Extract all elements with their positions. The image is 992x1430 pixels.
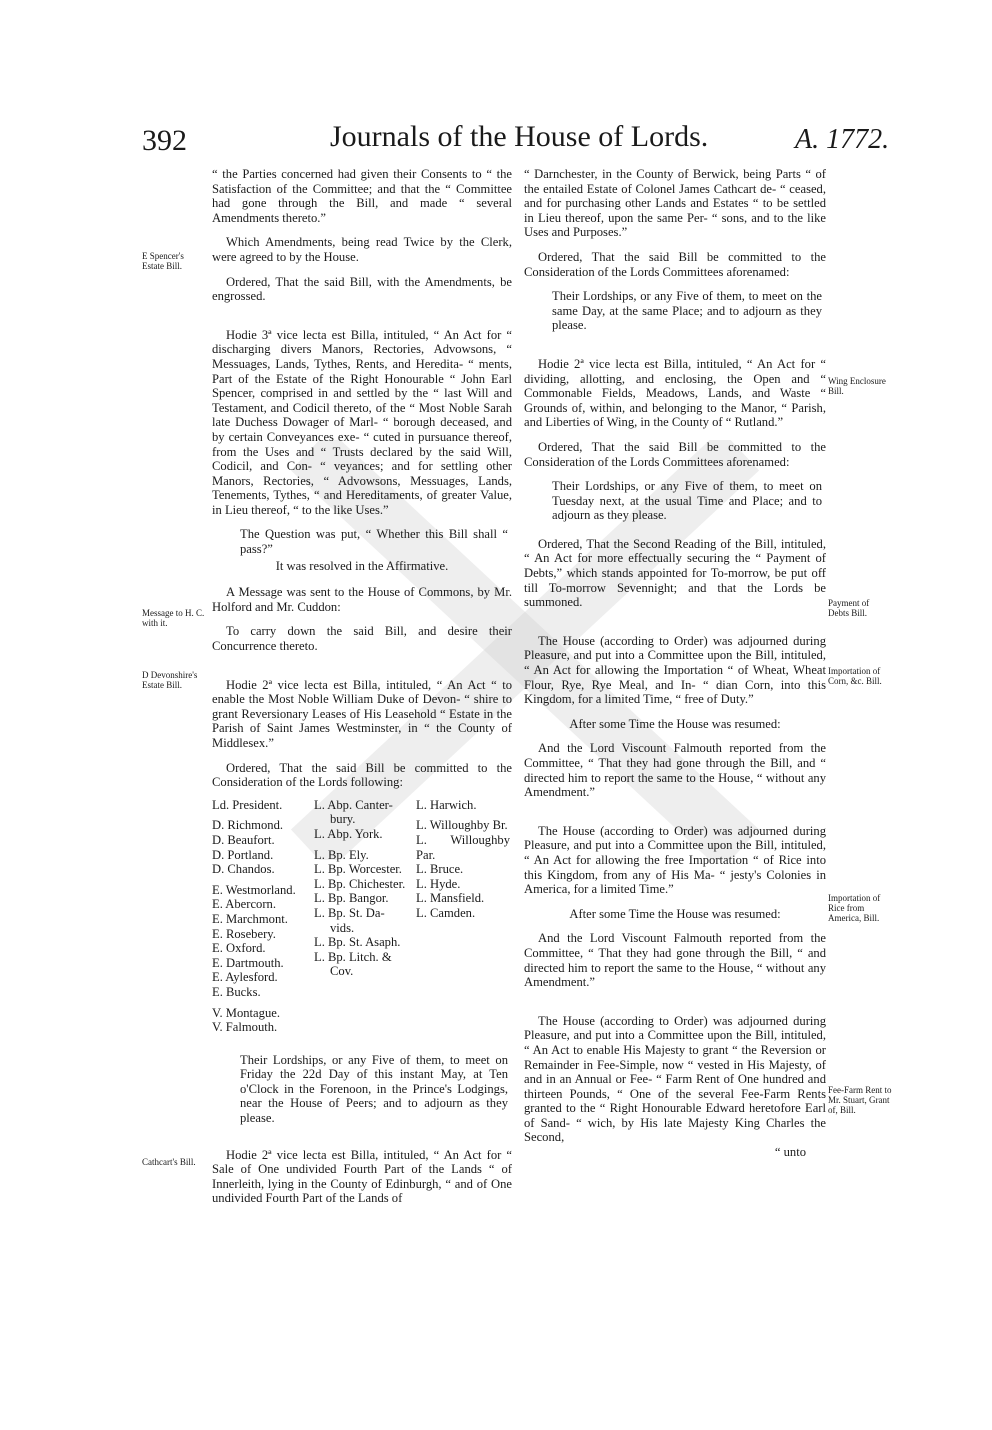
paragraph: And the Lord Viscount Falmouth reported from the Committee, “ That they had gone through the Bill, and “ directed him to report the same to the House, “ without any Amendment.”: [524, 741, 826, 800]
lords-list-col1: Ld. President. D. Richmond. D. Beaufort. D. Portland. D. Chandos. E. Westmorland. E. Abercorn. E. Marchmont. E. Rosebery. E. Oxford. E. Dartmouth. E. Aylesford. E. Bucks. V. Montague. V. Falmouth.: [212, 797, 296, 1035]
paragraph: The House (according to Order) was adjourned during Pleasure, and put into a Committee upon the Bill, intituled, “ An Act for allowing the free Importation “ of Rice into this Kingdom, from any of His Ma- “ jesty's Colonies in America, for a limited Time.”: [524, 823, 826, 897]
paragraph: Hodie 2ª vice lecta est Billa, intituled, “ An Act “ to enable the Most Noble William Duke of Devon- “ shire to grant Reversionary Leases of His Leasehold “ Estate in the Parish of Saint James Westminster, in “ the County of Middlesex.”: [212, 677, 512, 750]
paragraph: After some Time the House was resumed:: [569, 716, 781, 731]
left-column: [212, 167, 512, 1206]
paragraph: A Message was sent to the House of Commons, by Mr. Holford and Mr. Cuddon:: [212, 585, 512, 614]
paragraph: Ordered, That the Second Reading of the Bill, intituled, “ An Act for more effectually securing the “ Payment of Debts,” which stands appointed for To-morrow, be put off till To-morrow Sevennight; and that the Lords be summoned.: [524, 536, 826, 610]
year-heading: A. 1772.: [795, 124, 890, 155]
paragraph: Their Lordships, or any Five of them, to meet on the same Day, at the same Place; and to adjourn as they please.: [552, 289, 822, 333]
paragraph: The Question was put, “ Whether this Bill shall “ pass?”: [240, 527, 508, 557]
paragraph: Ordered, That the said Bill, with the Amendments, be engrossed.: [212, 274, 512, 304]
paragraph: Their Lordships, or any Five of them, to meet on Friday the 22d Day of this instant May, at Ten o'Clock in the Forenoon, in the Prince's Lodgings, near the House of Peers; and to adjourn as they please.: [240, 1052, 508, 1126]
paragraph: Hodie 3ª vice lecta est Billa, intituled, “ An Act for “ discharging divers Manors, Rectories, Advowsons, “ Messuages, Lands, Tythes, Rents, and Heredita- “ ments, Part of the Estate of the Right Honourable “ John Earl Spencer, comprised in and settled by the “ last Will and Testament, and Codicil thereto, of the “ Most Noble Sarah late Duchess Dowager of Marl- “ borough deceased, and by certain Conveyances exe- “ cuted in pursuance thereof, from the Uses and “ Trusts declared by the said Will, Codicil, and Con- “ veyances; and for settling other Manors, Rectories, “ Advowsons, Messuages, Lands, Tenements, Tythes, “ and Hereditaments, of greater Value, in Lieu thereof, “ to the like Uses.”: [212, 327, 512, 517]
paragraph: “ the Parties concerned had given their Consents to “ the Satisfaction of the Committee; and that the “ Committee had gone through the Bill, and made “ several Amendments thereto.”: [212, 167, 512, 225]
paragraph: Hodie 2ª vice lecta est Billa, intituled, “ An Act for “ Sale of One undivided Fourth Part of the Lands “ of Innerleith, lying in the County of Edinburgh, “ and of One undivided Fourth Part of the Lands of: [212, 1147, 512, 1206]
lords-list-col3: L. Harwich. L. Willoughby Br. L. Willoughby Par. L. Bruce. L. Hyde. L. Mansfield. L. Camden.: [416, 797, 510, 920]
catchword: “ unto: [774, 1145, 806, 1160]
lords-list-col2: L. Abp. Canter- bury. L. Abp. York. L. Bp. Ely. L. Bp. Worcester. L. Bp. Chichester. L. Bp. Bangor. L. Bp. St. Da- vids. L. Bp. St. Asaph. L. Bp. Litch. & Cov.: [314, 797, 406, 979]
paragraph: And the Lord Viscount Falmouth reported from the Committee, “ That they had gone through the Bill, “ and directed him to report the same to the House, “ without any Amendment.”: [524, 931, 826, 990]
right-column: [524, 167, 826, 1160]
margin-note-cathcart: Cathcart's Bill.: [142, 1157, 196, 1167]
paragraph: It was resolved in the Affirmative.: [275, 558, 449, 573]
paragraph: Ordered, That the said Bill be committed to the Consideration of the Lords Committees aforenamed:: [524, 249, 826, 279]
margin-note-devonshire: D Devonshire's Estate Bill.: [142, 670, 198, 690]
paragraph: Hodie 2ª vice lecta est Billa, intituled, “ An Act for “ dividing, allotting, and enclosing, the Open and “ Commonable Fields, Meadows, Lands, and Waste “ Grounds of, within, and belonging to the Manor, “ Parish, and Liberties of Wing, in the County of “ Rutland.”: [524, 356, 826, 430]
page-title: Journals of the House of Lords.: [330, 120, 709, 153]
margin-note-corn: Importation of Corn, &c. Bill.: [828, 666, 882, 686]
paragraph: The House (according to Order) was adjourned during Pleasure, and put into a Committee upon the Bill, intituled, “ An Act to enable His Majesty to grant “ the Reversion or Remainder in Fee-Simple, now “ vested in His Majesty, of and in an Annual or Fee- “ Farm Rent of One hundred and thirteen Pounds, “ One of the several Fee-Farm Rents granted to the “ Right Honourable Edward heretofore Earl of Sand- “ wich, by His late Majesty King Charles the Second,: [524, 1013, 826, 1145]
lords-committee-list: [212, 798, 512, 1035]
margin-note-feefarm: Fee-Farm Rent to Mr. Stuart, Grant of, Bill.: [828, 1085, 892, 1115]
paragraph: Their Lordships, or any Five of them, to meet on Tuesday next, at the usual Time and Place; and to adjourn as they please.: [552, 479, 822, 523]
paragraph: “ Darnchester, in the County of Berwick, being Parts “ of the entailed Estate of Colonel James Cathcart de- “ ceased, and for purchasing other Lands and Estates “ to be settled in Lieu thereof, upon the same Per- “ sons, and to the like Uses and Purposes.”: [524, 167, 826, 240]
page-number: 392: [142, 124, 187, 157]
paragraph: After some Time the House was resumed:: [569, 906, 781, 921]
paragraph: The House (according to Order) was adjourned during Pleasure, and put into a Committee upon the Bill, intituled, “ An Act for allowing the Importation “ of Wheat, Wheat Flour, Rye, Rye Meal, and In- “ dian Corn, into this Kingdom, for a limited Time, “ free of Duty.”: [524, 633, 826, 707]
margin-note-wing: Wing Enclosure Bill.: [828, 376, 886, 396]
paragraph: Ordered, That the said Bill be committed to the Consideration of the Lords following:: [212, 760, 512, 790]
margin-note-message: Message to H. C. with it.: [142, 608, 205, 628]
margin-note-rice: Importation of Rice from America, Bill.: [828, 893, 881, 923]
paragraph: To carry down the said Bill, and desire their Concurrence thereto.: [212, 624, 512, 654]
margin-note-spencer: E Spencer's Estate Bill.: [142, 251, 184, 271]
paragraph: Which Amendments, being read Twice by the Clerk, were agreed to by the House.: [212, 235, 512, 264]
paragraph: Ordered, That the said Bill be committed to the Consideration of the Lords Committees aforenamed:: [524, 439, 826, 469]
margin-note-debts: Payment of Debts Bill.: [828, 598, 870, 618]
